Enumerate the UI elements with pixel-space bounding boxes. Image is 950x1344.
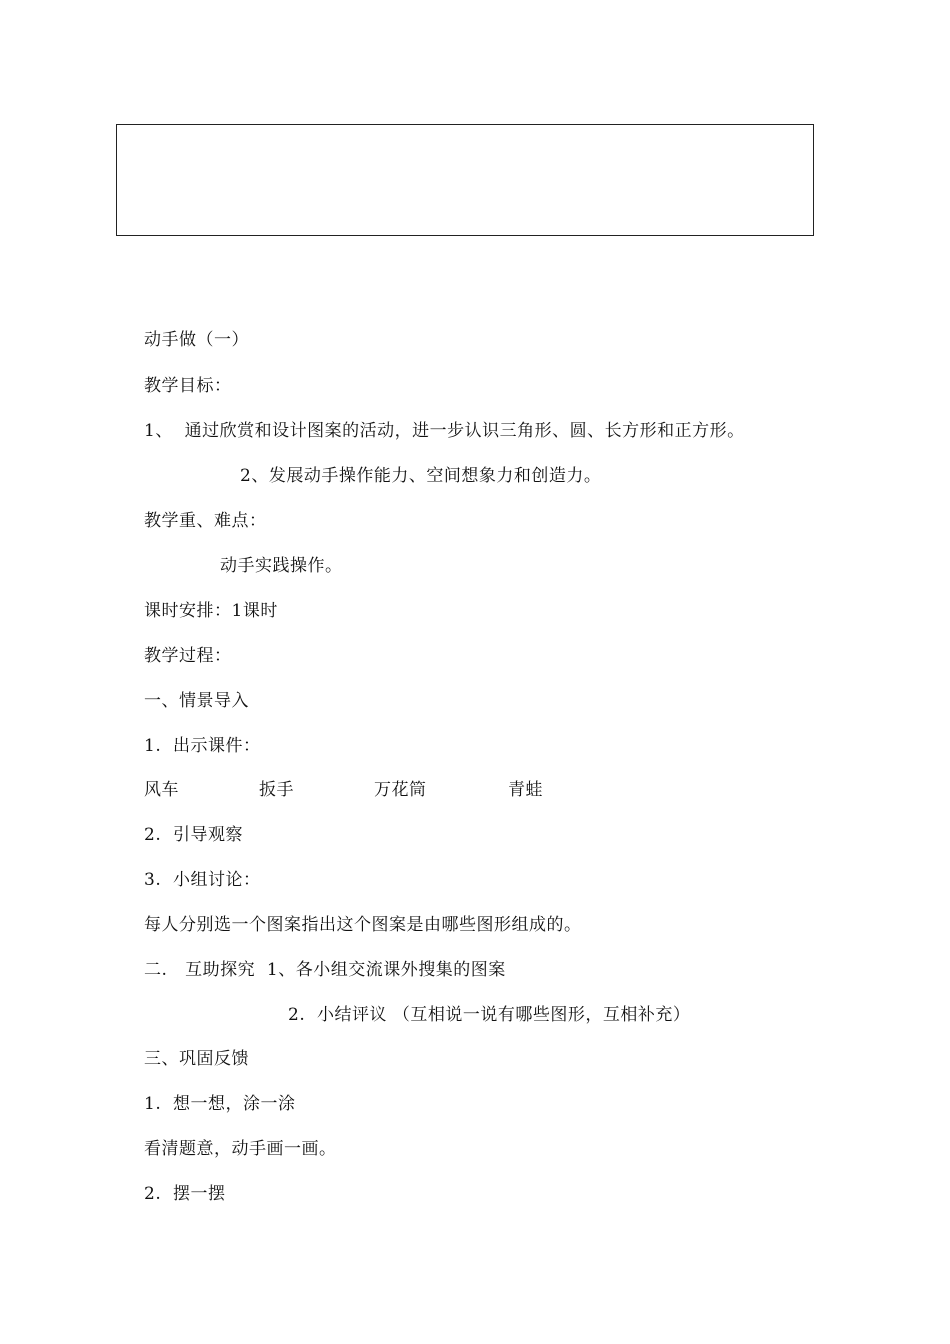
- header-box: [116, 124, 814, 236]
- item-windmill: 风车: [144, 780, 179, 800]
- section-1-heading: 一、情景导入: [144, 691, 249, 711]
- section-1-step-3: 3. 小组讨论：: [144, 870, 261, 890]
- process-heading: 教学过程：: [144, 646, 232, 666]
- lesson-title: 动手做（一）: [144, 330, 249, 350]
- item-wrench: 扳手: [259, 780, 294, 800]
- section-1-task: 每人分别选一个图案指出这个图案是由哪些图形组成的。: [144, 915, 582, 935]
- item-kaleidoscope: 万花筒: [374, 780, 427, 800]
- section-3-step-2: 2. 摆一摆: [144, 1184, 226, 1204]
- section-2-heading: 二. 互助探究 1、各小组交流课外搜集的图案: [144, 960, 506, 980]
- section-3-step-1: 1. 想一想，涂一涂: [144, 1094, 296, 1114]
- objectives-heading: 教学目标：: [144, 376, 232, 396]
- objective-2: 2、发展动手操作能力、空间想象力和创造力。: [240, 466, 602, 486]
- courseware-items: [0, 779, 950, 801]
- section-1-step-2: 2. 引导观察: [144, 825, 244, 845]
- section-1-step-1: 1. 出示课件：: [144, 736, 261, 756]
- section-2-step-2: 2. 小结评议 （互相说一说有哪些图形，互相补充）: [288, 1005, 691, 1025]
- objective-1: 1、 通过欣赏和设计图案的活动，进一步认识三角形、圆、长方形和正方形。: [144, 421, 745, 441]
- keypoints-heading: 教学重、难点：: [144, 511, 267, 531]
- section-3-task: 看清题意，动手画一画。: [144, 1139, 337, 1159]
- section-3-heading: 三、巩固反馈: [144, 1049, 249, 1069]
- keypoints-text: 动手实践操作。: [220, 556, 343, 576]
- schedule: 课时安排：1课时: [144, 601, 278, 621]
- item-frog: 青蛙: [508, 780, 543, 800]
